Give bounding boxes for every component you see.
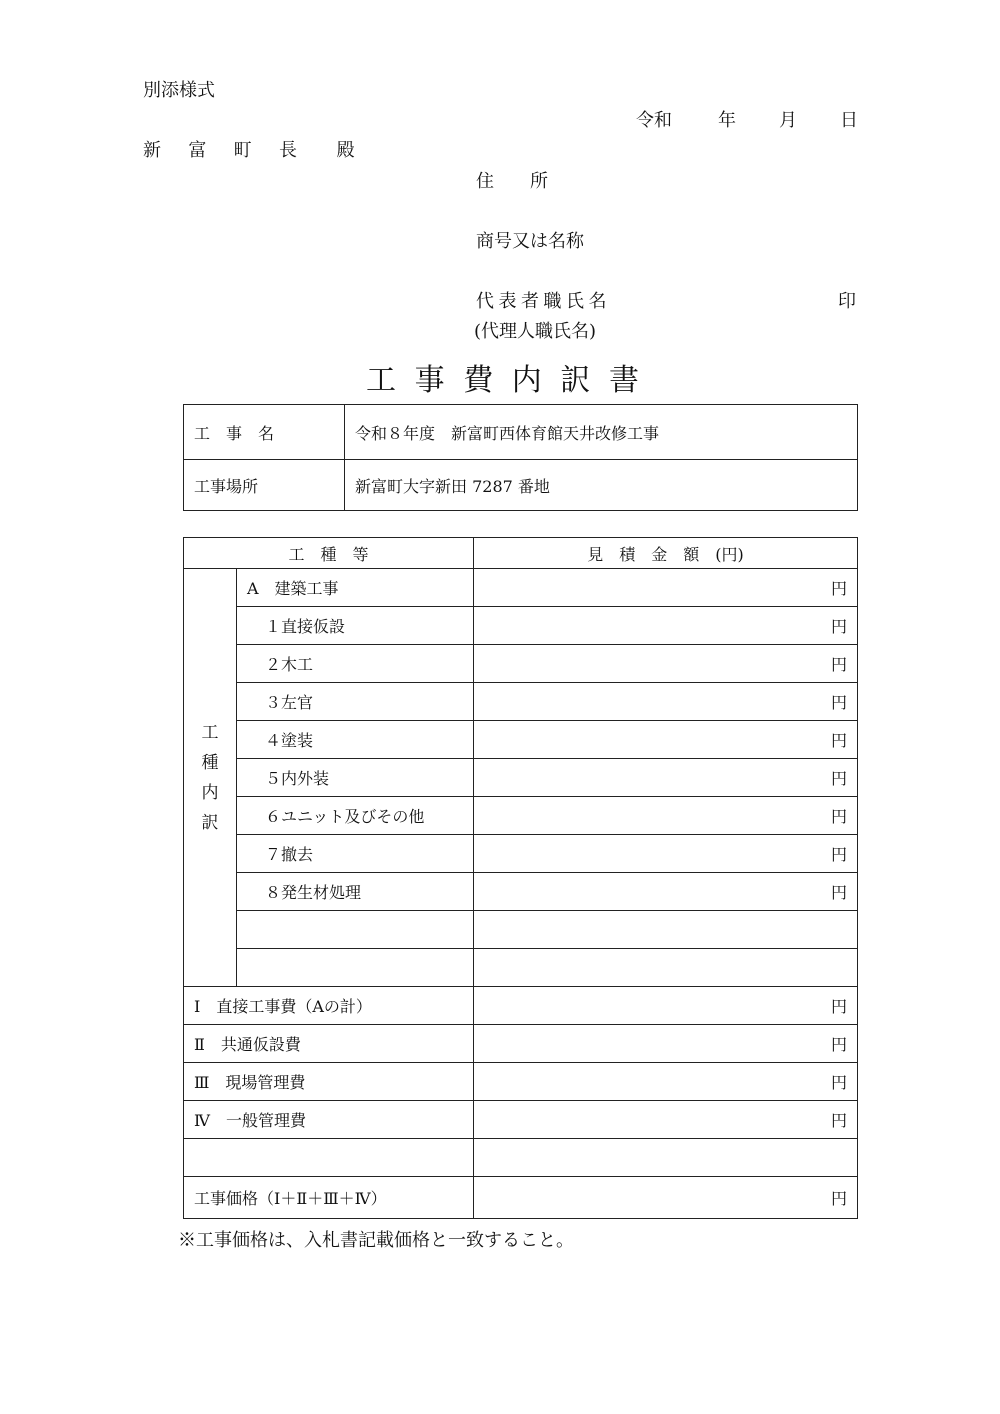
yen-unit: 円 [830,997,847,1016]
item-label: ８発生材処理 [265,883,362,902]
addressee: 新 富 町 長 殿 [143,140,366,161]
table-row-empty [184,911,858,949]
summary-row [184,1025,858,1063]
summary-row [184,987,858,1025]
yen-unit: 円 [830,769,847,788]
table-row [184,759,858,797]
vertical-label-cell [184,569,237,987]
summary-row [184,1101,858,1139]
yen-unit: 円 [830,1073,847,1092]
table-row [184,873,858,911]
project-name-value: 令和８年度 新富町西体育館天井改修工事 [355,423,660,443]
summary-row [184,1063,858,1101]
item-label: ５内外装 [265,769,330,788]
yen-unit: 円 [830,1111,847,1130]
date-month: 月 [779,110,797,131]
table-row [184,835,858,873]
summary-label: Ⅳ 一般管理費 [194,1111,306,1130]
summary-label: Ⅲ 現場管理費 [194,1073,306,1092]
yen-unit: 円 [830,731,847,750]
item-label: ２木工 [265,655,314,674]
vertical-char: 種 [201,752,219,773]
yen-unit: 円 [830,693,847,712]
item-label: ４塗装 [265,731,314,750]
footnote: ※工事価格は、入札書記載価格と一致すること。 [178,1230,574,1251]
vertical-char: 内 [201,782,219,803]
table-row [184,607,858,645]
table-row-empty [184,949,858,987]
seal-mark: 印 [838,291,856,312]
project-name-row [184,405,858,460]
table-header-row [184,538,858,569]
yen-unit: 円 [830,579,847,598]
project-place-value: 新富町大字新田 7287 番地 [355,476,550,496]
total-row [184,1177,858,1219]
item-label: ６ユニット及びその他 [265,807,425,826]
project-place-row [184,460,858,511]
yen-unit: 円 [830,1035,847,1054]
item-label: ３左官 [265,693,314,712]
vertical-char: 工 [201,722,219,743]
document-title: 工事費内訳書 [366,363,658,398]
yen-unit: 円 [830,883,847,902]
table-row [184,797,858,835]
yen-unit: 円 [830,655,847,674]
summary-label: Ⅱ 共通仮設費 [194,1035,301,1054]
agent-label: (代理人職氏名) [474,321,597,342]
project-info-table [183,404,858,511]
yen-unit: 円 [830,845,847,864]
vertical-char: 訳 [201,812,219,833]
yen-unit: 円 [830,1189,847,1208]
summary-row-empty [184,1139,858,1177]
table-row [184,721,858,759]
cost-breakdown-table [183,537,858,1219]
yen-unit: 円 [830,807,847,826]
summary-label: Ⅰ 直接工事費（Aの計） [194,997,372,1016]
table-row [184,569,858,607]
item-label: A 建築工事 [247,579,339,598]
form-label: 別添様式 [143,80,215,101]
address-label: 住 所 [476,171,548,192]
item-label: ７撤去 [265,845,314,864]
date-era: 令和 [636,110,672,131]
total-label: 工事価格（Ⅰ＋Ⅱ＋Ⅲ＋Ⅳ） [194,1189,387,1208]
table-row [184,683,858,721]
project-name-label: 工 事 名 [194,423,275,443]
header-work-type: 工 種 等 [288,544,369,564]
yen-unit: 円 [830,617,847,636]
item-label: １直接仮設 [265,617,346,636]
representative-label: 代表者職氏名 [476,291,611,312]
header-amount: 見 積 金 額 (円) [587,544,744,564]
table-row [184,645,858,683]
company-label: 商号又は名称 [476,231,584,252]
project-place-label: 工事場所 [194,476,259,496]
date-day: 日 [840,110,858,131]
date-year: 年 [718,110,736,131]
